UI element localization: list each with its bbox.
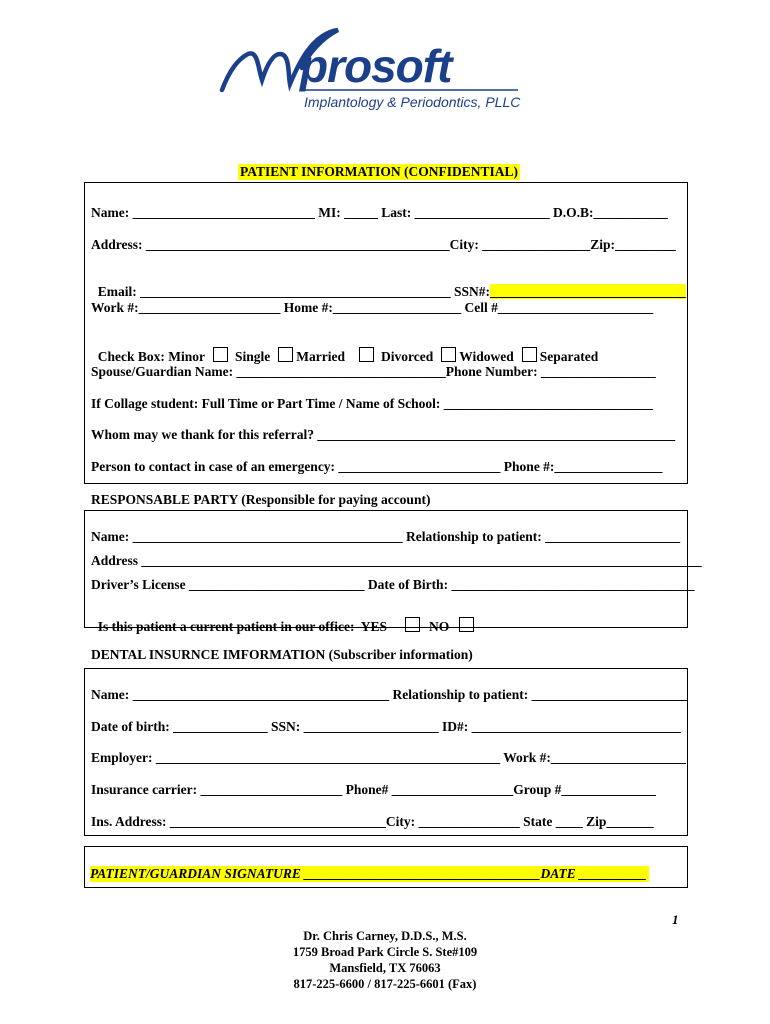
email-ssn-label: Email: ______________________________________________ SSN#: <box>97 284 491 299</box>
form-title: PATIENT INFORMATION (CONFIDENTIAL) <box>240 164 519 179</box>
subscriber-dob-field[interactable]: Date of birth: ______________ SSN: ____________________ ID#: _______________________________ <box>91 719 681 734</box>
footer-street: 1759 Broad Park Circle S. Ste#109 <box>292 945 478 959</box>
spouse-field[interactable]: Spouse/Guardian Name: _______________________________Phone Number: _________________ <box>91 364 656 379</box>
marital-status-row <box>91 331 598 365</box>
current-patient-label: Is this patient a current patient in our office: YES <box>97 619 387 634</box>
option-married: Married <box>296 349 345 364</box>
married-checkbox[interactable] <box>359 347 374 362</box>
current-patient-row <box>91 601 477 635</box>
responsible-name-field[interactable]: Name: ________________________________________ Relationship to patient: ____________________ <box>91 529 681 544</box>
name-field[interactable]: Name: ___________________________ MI: _____ Last: ____________________ D.O.B:___________ <box>91 205 668 220</box>
widowed-checkbox[interactable] <box>522 347 537 362</box>
phone-fields[interactable]: Work #:_____________________ Home #:___________________ Cell #_______________________ <box>91 300 654 315</box>
logo-subtitle: Implantology & Periodontics, PLLC <box>304 94 521 110</box>
footer-city: Mansfield, TX 76063 <box>329 961 441 975</box>
no-checkbox[interactable] <box>459 617 474 632</box>
referral-field[interactable]: Whom may we thank for this referral? _____________________________________________________ <box>91 427 676 442</box>
minor-checkbox[interactable] <box>213 347 228 362</box>
insurance-heading: DENTAL INSURNCE IMFORMATION (Subscriber information) <box>91 647 473 662</box>
option-widowed: Widowed <box>459 349 514 364</box>
no-label: NO <box>429 619 450 634</box>
option-single: Single <box>235 349 271 364</box>
address-field[interactable]: Address: _____________________________________________City: ________________Zip:_________ <box>91 237 676 252</box>
insurance-carrier-field[interactable]: Insurance carrier: _____________________ Phone# __________________Group #______________ <box>91 782 656 797</box>
option-separated: Separated <box>539 349 599 364</box>
drivers-license-field[interactable]: Driver’s License __________________________ Date of Birth: ____________________________________ <box>91 577 695 592</box>
insurance-address-field[interactable]: Ins. Address: ________________________________City: _______________ State ____ Zip_______ <box>91 814 654 829</box>
employer-field[interactable]: Employer: ___________________________________________________ Work #:____________________ <box>91 750 686 765</box>
emergency-contact-field[interactable]: Person to contact in case of an emergency: ________________________ Phone #:________________ <box>91 459 663 474</box>
yes-checkbox[interactable] <box>405 617 420 632</box>
footer-phone: 817-225-6600 / 817-225-6601 (Fax) <box>293 977 477 991</box>
responsible-address-field[interactable]: Address ___________________________________________________________________________________ <box>91 553 702 568</box>
single-checkbox[interactable] <box>278 347 293 362</box>
option-divorced: Divorced <box>381 349 434 364</box>
email-field[interactable] <box>91 268 686 300</box>
check-box-label: Check Box: Minor <box>97 349 205 364</box>
page-number: 1 <box>672 912 679 927</box>
logo-wordmark: prosoft <box>300 40 452 92</box>
college-field[interactable]: If Collage student: Full Time or Part Time / Name of School: _______________________________ <box>91 396 653 411</box>
subscriber-name-field[interactable]: Name: ______________________________________ Relationship to patient: _______________________ <box>91 687 687 702</box>
signature-field[interactable]: PATIENT/GUARDIAN SIGNATURE ___________________________________DATE __________ <box>90 866 647 881</box>
divorced-checkbox[interactable] <box>441 347 456 362</box>
responsible-party-heading: RESPONSABLE PARTY (Responsible for paying account) <box>91 492 431 507</box>
footer-doctor: Dr. Chris Carney, D.D.S., M.S. <box>303 929 467 943</box>
ssn-field[interactable]: _____________________________ <box>490 284 686 299</box>
